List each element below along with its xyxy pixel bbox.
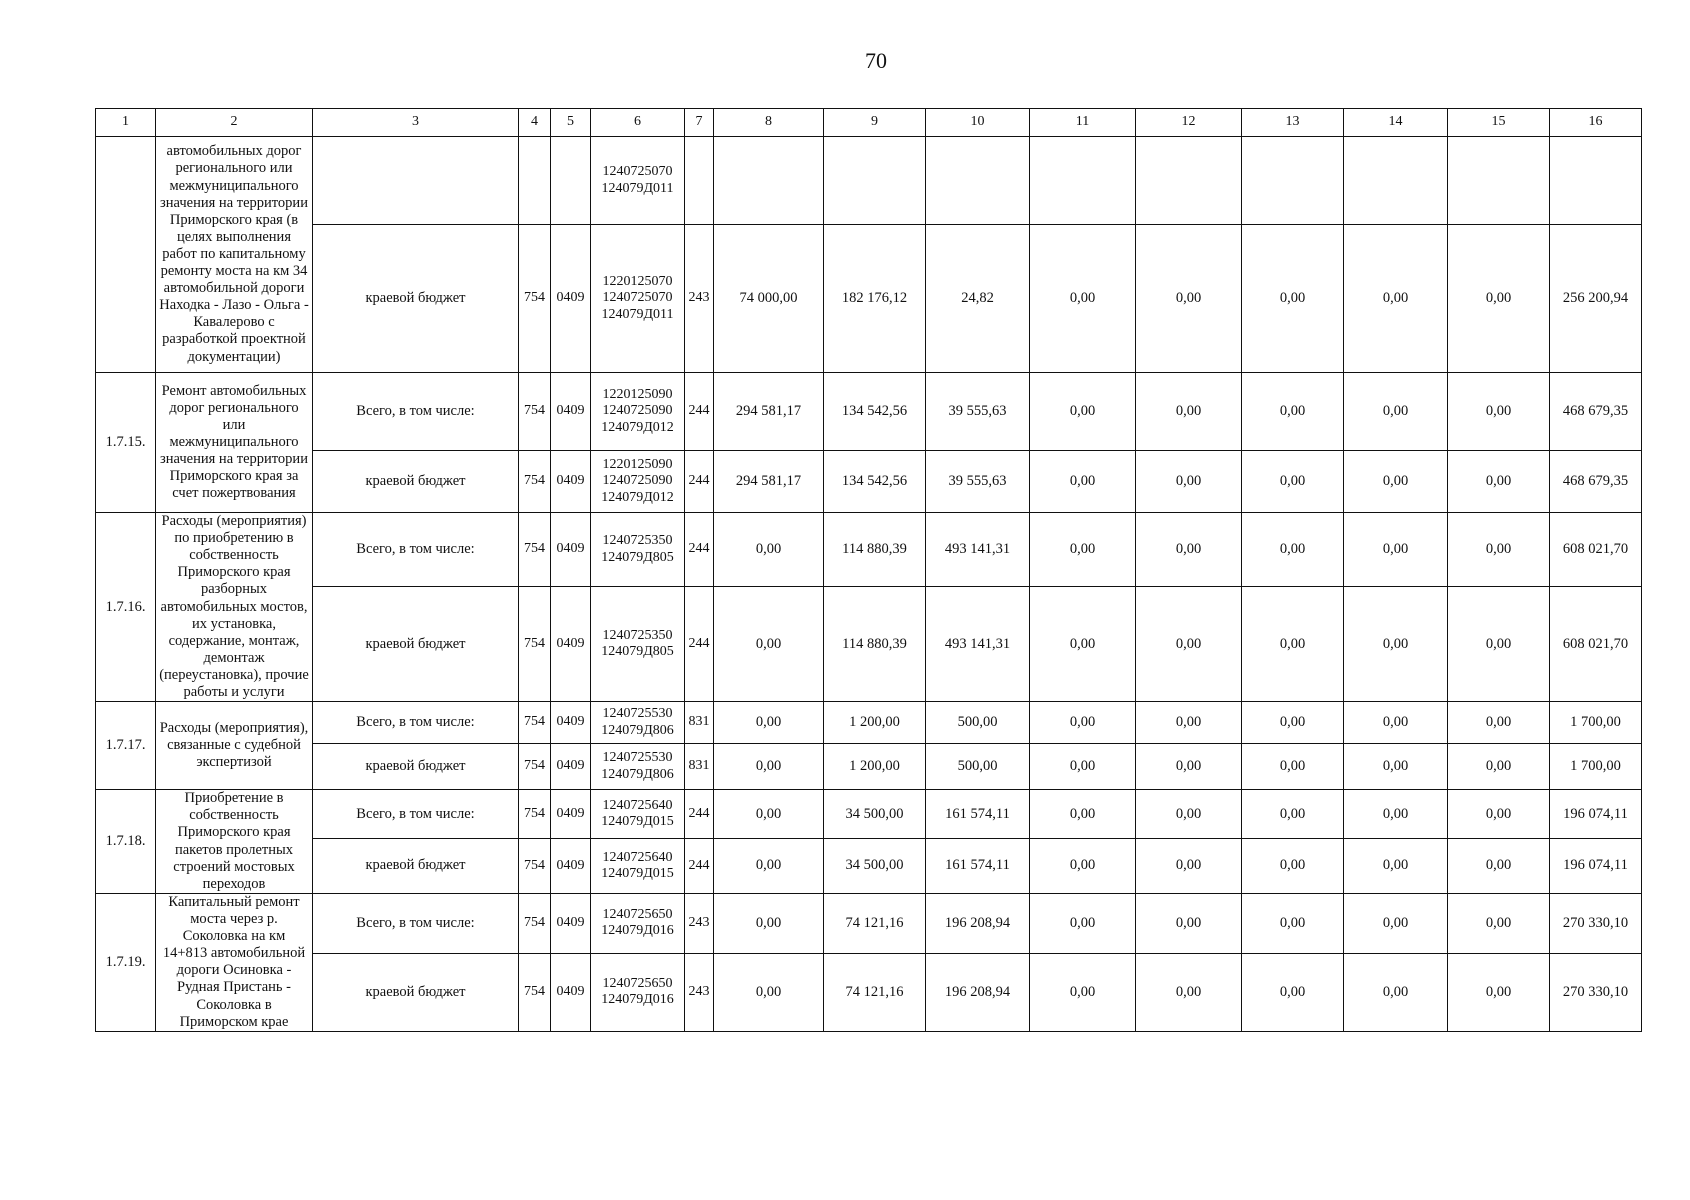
amount-cell: 161 574,11 xyxy=(926,838,1030,893)
amount-cell: 161 574,11 xyxy=(926,790,1030,839)
amount-cell: 1 700,00 xyxy=(1550,702,1642,744)
amount-cell: 0,00 xyxy=(1344,587,1448,702)
expense-type-code: 244 xyxy=(685,373,714,451)
amount-cell: 0,00 xyxy=(1030,790,1136,839)
amount-cell: 0,00 xyxy=(1030,953,1136,1031)
budget-code-cell xyxy=(591,702,685,744)
amount-cell: 34 500,00 xyxy=(824,838,926,893)
amount-cell: 0,00 xyxy=(1030,373,1136,451)
budget-code: 124079Д016 xyxy=(601,923,674,939)
ministry-code: 754 xyxy=(519,373,551,451)
amount-cell: 0,00 xyxy=(714,513,824,587)
budget-code-cell xyxy=(591,893,685,953)
item-description: Ремонт автомобильных дорог регионального или межмуниципального значения на территории Приморского края за счет пожертвования xyxy=(156,373,313,513)
amount-cell: 0,00 xyxy=(1030,838,1136,893)
table-row xyxy=(96,744,1642,790)
budget-code-cell xyxy=(591,373,685,451)
budget-code: 1240725090 xyxy=(602,403,673,419)
amount-cell: 0,00 xyxy=(1448,893,1550,953)
column-number: 2 xyxy=(156,109,313,137)
section-code: 0409 xyxy=(551,451,591,513)
item-index: 1.7.17. xyxy=(96,702,156,790)
item-index: 1.7.16. xyxy=(96,513,156,702)
amount-cell: 0,00 xyxy=(1242,373,1344,451)
amount-cell: 468 679,35 xyxy=(1550,451,1642,513)
column-number: 4 xyxy=(519,109,551,137)
amount-cell: 0,00 xyxy=(1242,225,1344,373)
amount-cell: 0,00 xyxy=(1136,953,1242,1031)
empty-cell xyxy=(1448,137,1550,225)
amount-cell: 196 074,11 xyxy=(1550,838,1642,893)
table-body xyxy=(96,137,1642,1032)
amount-cell: 493 141,31 xyxy=(926,587,1030,702)
amount-cell: 0,00 xyxy=(1136,225,1242,373)
amount-cell: 0,00 xyxy=(1448,744,1550,790)
empty-cell xyxy=(1242,137,1344,225)
table-row xyxy=(96,373,1642,451)
section-code: 0409 xyxy=(551,790,591,839)
budget-code-cell xyxy=(591,451,685,513)
amount-cell: 0,00 xyxy=(714,702,824,744)
ministry-code: 754 xyxy=(519,513,551,587)
table-row xyxy=(96,225,1642,373)
column-number: 15 xyxy=(1448,109,1550,137)
ministry-code: 754 xyxy=(519,451,551,513)
amount-cell: 74 121,16 xyxy=(824,953,926,1031)
budget-code-cell xyxy=(591,744,685,790)
budget-code: 124079Д012 xyxy=(601,489,674,505)
amount-cell: 0,00 xyxy=(1030,702,1136,744)
budget-code: 124079Д806 xyxy=(601,766,674,782)
column-number: 12 xyxy=(1136,109,1242,137)
amount-cell: 0,00 xyxy=(1136,702,1242,744)
funding-source: Всего, в том числе: xyxy=(313,702,519,744)
amount-cell: 0,00 xyxy=(1136,838,1242,893)
amount-cell: 0,00 xyxy=(1344,790,1448,839)
page-number: 70 xyxy=(865,48,887,73)
amount-cell: 0,00 xyxy=(1448,702,1550,744)
amount-cell: 0,00 xyxy=(1242,953,1344,1031)
expense-type-code: 244 xyxy=(685,451,714,513)
amount-cell: 0,00 xyxy=(1344,451,1448,513)
budget-code: 1240725350 xyxy=(602,627,673,643)
budget-table xyxy=(95,108,1642,1032)
empty-cell xyxy=(96,137,156,373)
column-number: 10 xyxy=(926,109,1030,137)
budget-code-cell xyxy=(591,838,685,893)
amount-cell: 0,00 xyxy=(1136,587,1242,702)
empty-cell xyxy=(1344,137,1448,225)
empty-cell xyxy=(1136,137,1242,225)
amount-cell: 608 021,70 xyxy=(1550,587,1642,702)
amount-cell: 0,00 xyxy=(1136,373,1242,451)
budget-code: 1220125090 xyxy=(602,457,673,473)
amount-cell: 0,00 xyxy=(1030,225,1136,373)
table-row xyxy=(96,137,1642,225)
amount-cell: 1 200,00 xyxy=(824,744,926,790)
empty-cell xyxy=(714,137,824,225)
amount-cell: 0,00 xyxy=(1030,744,1136,790)
amount-cell: 0,00 xyxy=(1136,451,1242,513)
budget-code: 1240725350 xyxy=(602,533,673,549)
ministry-code: 754 xyxy=(519,953,551,1031)
amount-cell: 294 581,17 xyxy=(714,373,824,451)
amount-cell: 182 176,12 xyxy=(824,225,926,373)
amount-cell: 39 555,63 xyxy=(926,373,1030,451)
amount-cell: 0,00 xyxy=(1242,513,1344,587)
item-description: Расходы (мероприятия), связанные с судебной экспертизой xyxy=(156,702,313,790)
section-code: 0409 xyxy=(551,513,591,587)
budget-code: 1240725530 xyxy=(602,706,673,722)
empty-cell xyxy=(1030,137,1136,225)
amount-cell: 0,00 xyxy=(1344,373,1448,451)
section-code: 0409 xyxy=(551,893,591,953)
table-row xyxy=(96,790,1642,839)
amount-cell: 608 021,70 xyxy=(1550,513,1642,587)
funding-source: краевой бюджет xyxy=(313,953,519,1031)
budget-code: 124079Д012 xyxy=(601,419,674,435)
amount-cell: 270 330,10 xyxy=(1550,893,1642,953)
item-index: 1.7.18. xyxy=(96,790,156,894)
amount-cell: 0,00 xyxy=(1136,893,1242,953)
budget-code: 124079Д805 xyxy=(601,644,674,660)
item-index: 1.7.15. xyxy=(96,373,156,513)
amount-cell: 0,00 xyxy=(1136,790,1242,839)
item-description: Приобретение в собственность Приморского края пакетов пролетных строений мостовых переходов xyxy=(156,790,313,894)
amount-cell: 270 330,10 xyxy=(1550,953,1642,1031)
amount-cell: 0,00 xyxy=(714,744,824,790)
empty-cell xyxy=(685,137,714,225)
amount-cell: 1 200,00 xyxy=(824,702,926,744)
section-code: 0409 xyxy=(551,838,591,893)
amount-cell: 0,00 xyxy=(1344,225,1448,373)
amount-cell: 74 000,00 xyxy=(714,225,824,373)
amount-cell: 196 208,94 xyxy=(926,893,1030,953)
amount-cell: 0,00 xyxy=(714,790,824,839)
section-code: 0409 xyxy=(551,587,591,702)
empty-cell xyxy=(926,137,1030,225)
funding-source: краевой бюджет xyxy=(313,225,519,373)
column-number: 8 xyxy=(714,109,824,137)
amount-cell: 0,00 xyxy=(1242,702,1344,744)
budget-code: 124079Д015 xyxy=(601,865,674,881)
column-number: 9 xyxy=(824,109,926,137)
budget-code-cell xyxy=(591,513,685,587)
budget-code-cell xyxy=(591,790,685,839)
table-row xyxy=(96,513,1642,587)
amount-cell: 493 141,31 xyxy=(926,513,1030,587)
item-index: 1.7.19. xyxy=(96,893,156,1031)
expense-type-code: 831 xyxy=(685,702,714,744)
amount-cell: 0,00 xyxy=(1448,790,1550,839)
section-code: 0409 xyxy=(551,702,591,744)
amount-cell: 0,00 xyxy=(1448,451,1550,513)
amount-cell: 0,00 xyxy=(1344,838,1448,893)
budget-code: 124079Д015 xyxy=(601,814,674,830)
amount-cell: 0,00 xyxy=(1448,513,1550,587)
item-description: Расходы (мероприятия) по приобретению в собственность Приморского края разборных автомобильных мостов, их установка, содержание, монтаж, демонтаж (переустановка), прочие работы и услуги xyxy=(156,513,313,702)
amount-cell: 24,82 xyxy=(926,225,1030,373)
funding-source: краевой бюджет xyxy=(313,744,519,790)
budget-code-cell xyxy=(591,587,685,702)
column-number: 14 xyxy=(1344,109,1448,137)
amount-cell: 0,00 xyxy=(1030,513,1136,587)
column-numbers-header xyxy=(96,109,1642,137)
table-row xyxy=(96,451,1642,513)
amount-cell: 0,00 xyxy=(1242,838,1344,893)
budget-code: 1240725640 xyxy=(602,849,673,865)
section-code: 0409 xyxy=(551,225,591,373)
budget-code: 1240725070 xyxy=(602,290,673,306)
expense-type-code: 244 xyxy=(685,513,714,587)
empty-cell xyxy=(313,137,519,225)
budget-code: 1240725530 xyxy=(602,750,673,766)
column-number: 16 xyxy=(1550,109,1642,137)
funding-source: Всего, в том числе: xyxy=(313,790,519,839)
table-row xyxy=(96,702,1642,744)
funding-source: Всего, в том числе: xyxy=(313,513,519,587)
amount-cell: 0,00 xyxy=(1242,790,1344,839)
expense-type-code: 244 xyxy=(685,587,714,702)
amount-cell: 0,00 xyxy=(714,953,824,1031)
amount-cell: 196 208,94 xyxy=(926,953,1030,1031)
amount-cell: 0,00 xyxy=(1242,744,1344,790)
expense-type-code: 244 xyxy=(685,790,714,839)
empty-cell xyxy=(824,137,926,225)
budget-code-cell xyxy=(591,953,685,1031)
budget-code: 1240725650 xyxy=(602,975,673,991)
table-row xyxy=(96,838,1642,893)
amount-cell: 0,00 xyxy=(1344,953,1448,1031)
amount-cell: 196 074,11 xyxy=(1550,790,1642,839)
funding-source: краевой бюджет xyxy=(313,838,519,893)
funding-source: краевой бюджет xyxy=(313,451,519,513)
amount-cell: 294 581,17 xyxy=(714,451,824,513)
amount-cell: 0,00 xyxy=(1136,744,1242,790)
amount-cell: 0,00 xyxy=(1448,587,1550,702)
table-row xyxy=(96,893,1642,953)
amount-cell: 0,00 xyxy=(1344,702,1448,744)
amount-cell: 0,00 xyxy=(1030,893,1136,953)
table-row xyxy=(96,587,1642,702)
amount-cell: 0,00 xyxy=(1242,893,1344,953)
amount-cell: 500,00 xyxy=(926,744,1030,790)
column-number: 1 xyxy=(96,109,156,137)
budget-code: 124079Д016 xyxy=(601,992,674,1008)
amount-cell: 0,00 xyxy=(1030,587,1136,702)
budget-code: 1220125070 xyxy=(602,274,673,290)
section-code: 0409 xyxy=(551,744,591,790)
amount-cell: 74 121,16 xyxy=(824,893,926,953)
amount-cell: 0,00 xyxy=(1030,451,1136,513)
budget-code: 124079Д011 xyxy=(601,306,674,322)
amount-cell: 1 700,00 xyxy=(1550,744,1642,790)
item-description: Капитальный ремонт моста через р. Соколовка на км 14+813 автомобильной дороги Осиновка - Рудная Пристань - Соколовка в Приморском крае xyxy=(156,893,313,1031)
amount-cell: 0,00 xyxy=(1344,744,1448,790)
amount-cell: 0,00 xyxy=(714,838,824,893)
amount-cell: 0,00 xyxy=(1242,587,1344,702)
column-number: 5 xyxy=(551,109,591,137)
ministry-code: 754 xyxy=(519,225,551,373)
empty-cell xyxy=(519,137,551,225)
budget-code: 1240725090 xyxy=(602,473,673,489)
amount-cell: 0,00 xyxy=(1448,953,1550,1031)
expense-type-code: 243 xyxy=(685,893,714,953)
section-code: 0409 xyxy=(551,953,591,1031)
amount-cell: 0,00 xyxy=(1448,225,1550,373)
amount-cell: 34 500,00 xyxy=(824,790,926,839)
budget-code: 1220125090 xyxy=(602,387,673,403)
expense-type-code: 243 xyxy=(685,225,714,373)
budget-code: 1240725640 xyxy=(602,797,673,813)
funding-source: Всего, в том числе: xyxy=(313,893,519,953)
amount-cell: 114 880,39 xyxy=(824,513,926,587)
ministry-code: 754 xyxy=(519,744,551,790)
ministry-code: 754 xyxy=(519,790,551,839)
budget-code: 124079Д806 xyxy=(601,722,674,738)
amount-cell: 0,00 xyxy=(1136,513,1242,587)
amount-cell: 39 555,63 xyxy=(926,451,1030,513)
column-number: 13 xyxy=(1242,109,1344,137)
column-number: 7 xyxy=(685,109,714,137)
expense-type-code: 831 xyxy=(685,744,714,790)
amount-cell: 0,00 xyxy=(714,587,824,702)
empty-cell xyxy=(551,137,591,225)
amount-cell: 256 200,94 xyxy=(1550,225,1642,373)
expense-type-code: 244 xyxy=(685,838,714,893)
ministry-code: 754 xyxy=(519,893,551,953)
budget-code: 124079Д805 xyxy=(601,549,674,565)
budget-code: 1240725650 xyxy=(602,906,673,922)
amount-cell: 0,00 xyxy=(714,893,824,953)
budget-code: 124079Д011 xyxy=(601,180,674,196)
amount-cell: 134 542,56 xyxy=(824,373,926,451)
amount-cell: 134 542,56 xyxy=(824,451,926,513)
ministry-code: 754 xyxy=(519,838,551,893)
table-row xyxy=(96,953,1642,1031)
column-number: 3 xyxy=(313,109,519,137)
budget-code: 1240725070 xyxy=(602,164,673,180)
budget-code-cell xyxy=(591,137,685,225)
empty-cell xyxy=(1550,137,1642,225)
section-code: 0409 xyxy=(551,373,591,451)
funding-source: Всего, в том числе: xyxy=(313,373,519,451)
column-number: 11 xyxy=(1030,109,1136,137)
ministry-code: 754 xyxy=(519,702,551,744)
amount-cell: 468 679,35 xyxy=(1550,373,1642,451)
amount-cell: 0,00 xyxy=(1448,838,1550,893)
budget-code-cell xyxy=(591,225,685,373)
amount-cell: 0,00 xyxy=(1448,373,1550,451)
amount-cell: 500,00 xyxy=(926,702,1030,744)
amount-cell: 114 880,39 xyxy=(824,587,926,702)
amount-cell: 0,00 xyxy=(1242,451,1344,513)
amount-cell: 0,00 xyxy=(1344,513,1448,587)
column-number: 6 xyxy=(591,109,685,137)
funding-source: краевой бюджет xyxy=(313,587,519,702)
amount-cell: 0,00 xyxy=(1344,893,1448,953)
item-description: автомобильных дорог регионального или межмуниципального значения на территории Приморского края (в целях выполнения работ по капитальному ремонту моста на км 34 автомобильной дороги Находка - Лазо - Ольга - Кавалерово с разработкой проектной документации) xyxy=(156,137,313,373)
ministry-code: 754 xyxy=(519,587,551,702)
expense-type-code: 243 xyxy=(685,953,714,1031)
